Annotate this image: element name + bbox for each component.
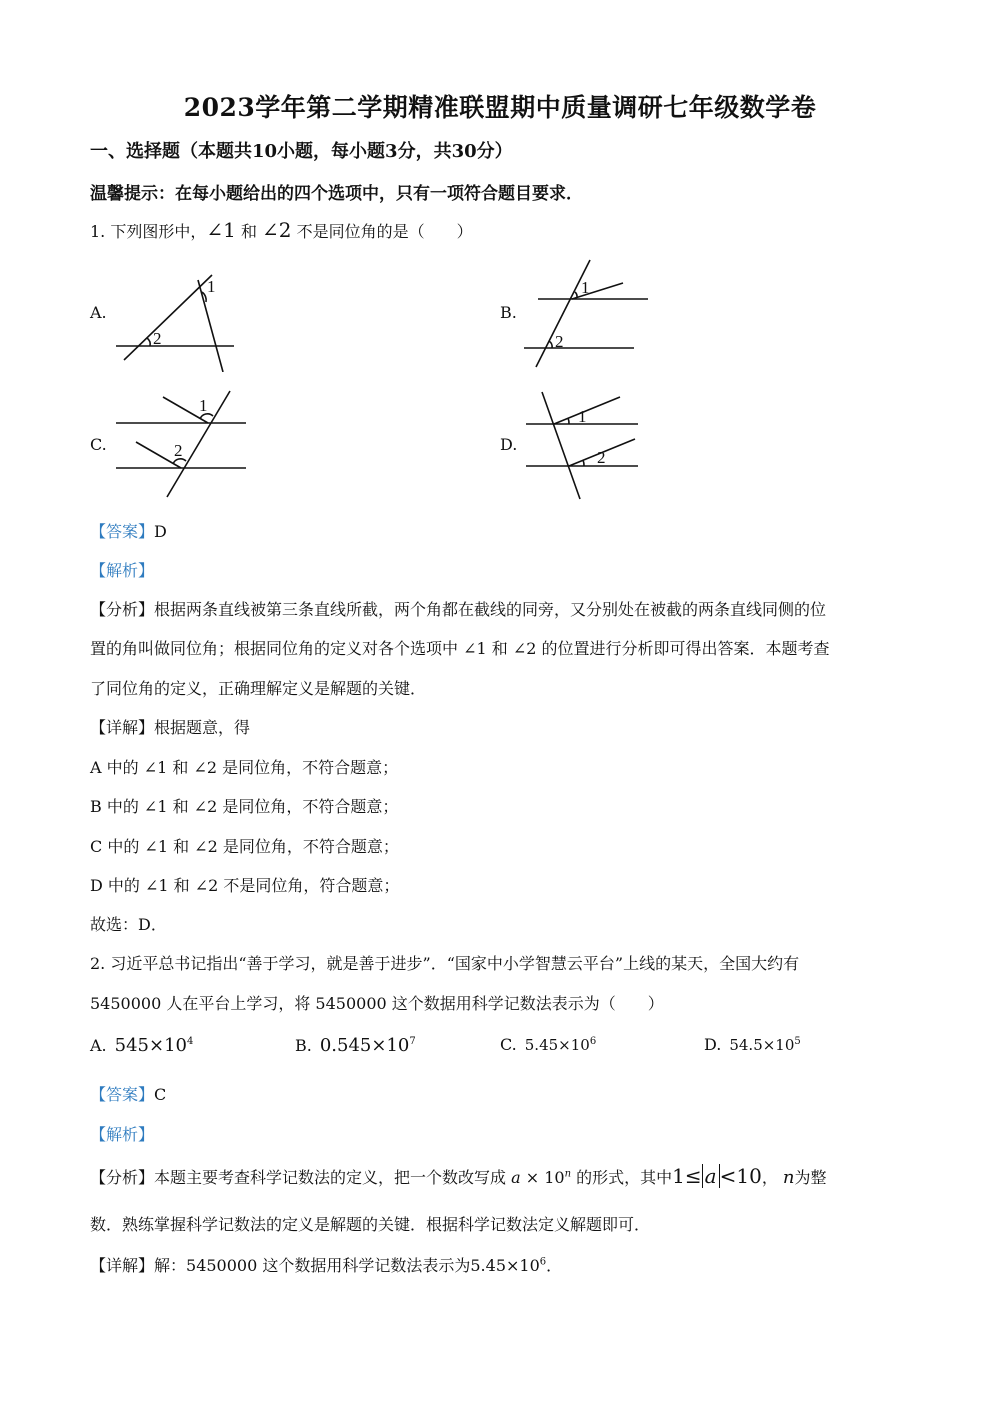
q1-fenxi-line-2: 置的角叫做同位角；根据同位角的定义对各个选项中 ∠1 和 ∠2 的位置进行分析即可得出答案．本题考查 [90,639,830,658]
q1-option-d-label[interactable]: D. [500,435,518,454]
q1-figure-b [520,255,655,370]
q2-formula-a: a [511,1168,521,1187]
q2-option-c-label: C. [500,1035,517,1054]
q2-answer-value: C [154,1085,167,1104]
section-heading: 一、选择题（本题共10小题，每小题3分，共30分） [90,141,513,162]
q1-stem-prefix: 1. 下列图形中， [90,222,207,241]
fig-a-label-2: 2 [153,329,162,348]
q1-figure-a [110,262,240,372]
q2-option-b[interactable] [295,1035,416,1056]
q2-detail-post: ． [546,1256,563,1275]
q2-option-b-value [320,1035,416,1056]
fig-c-label-2: 2 [174,441,183,460]
fig-a-arc-2 [147,338,150,346]
q2-option-a-value [115,1035,194,1056]
fig-b-arc-2 [549,341,552,348]
q2-analysis-tag: 【解析】 [90,1125,155,1144]
q2-option-c-exp: 6 [589,1036,597,1047]
q1-fenxi-line-1 [90,597,826,620]
q2-ineq-left: 1≤ [672,1164,702,1188]
fig-c-label-1: 1 [199,396,208,415]
q1-option-c-label[interactable]: C. [90,435,107,454]
q2-option-a-label: A. [90,1036,107,1055]
q1-stem-suffix: 不是同位角的是（ ） [296,222,473,241]
fig-d-transversal [542,392,580,499]
q1-fenxi-line-3: 了同位角的定义，正确理解定义是解题的关键． [90,679,427,698]
q1-detail-intro [90,715,250,738]
q1-angle2: ∠2 [262,218,292,242]
q2-option-d-value [729,1036,800,1054]
q2-detail [90,1253,562,1276]
q1-detail-line-b: B 中的 ∠1 和 ∠2 是同位角，不符合题意； [90,797,399,816]
page-title: 2023学年第二学期精准联盟期中质量调研七年级数学卷 [183,93,817,122]
q2-answer-tag: 【答案】 [90,1085,155,1104]
q1-detail-line-c: C 中的 ∠1 和 ∠2 是同位角，不符合题意； [90,837,399,856]
q1-figure-d [522,386,652,501]
q2-detail-base: 5.45×10 [470,1256,540,1275]
q2-option-a-exp: 4 [186,1036,194,1047]
q1-fenxi-text-1: 根据两条直线被第三条直线所截，两个角都在截线的同旁，又分别处在被截的两条直线同侧的位 [154,600,827,619]
q2-answer [90,1082,166,1105]
q2-detail-pre: 解：5450000 这个数据用科学记数法表示为 [154,1256,471,1275]
q1-detail-line-d: D 中的 ∠1 和 ∠2 不是同位角，符合题意； [90,876,400,895]
q2-option-d[interactable] [704,1035,801,1054]
q1-option-a-label[interactable]: A. [90,303,107,322]
q2-ineq-right: <10 [719,1164,762,1188]
q2-ineq-abs-a: a [702,1164,720,1188]
fig-b-ray [572,283,623,299]
q1-analysis-tag: 【解析】 [90,561,155,580]
q2-option-b-base: 0.545×10 [319,1035,410,1056]
q2-option-c-base: 5.45×10 [524,1036,590,1054]
q1-fenxi-tag: 【分析】 [90,600,155,619]
q2-option-a-base: 545×10 [114,1035,187,1056]
q2-option-c-value [525,1036,596,1054]
q1-angle1: ∠1 [206,218,236,242]
q2-fenxi-line-2: 数．熟练掌握科学记数法的定义是解题的关键．根据科学记数法定义解题即可． [90,1215,651,1234]
q2-option-d-label: D. [704,1035,722,1054]
fig-d-arc-2 [583,460,584,466]
q1-answer [90,519,167,542]
fig-d-ray-1 [554,397,620,424]
q2-fenxi-tag: 【分析】 [90,1168,155,1187]
tip-text: 温馨提示：在每小题给出的四个选项中，只有一项符合题目要求． [90,184,583,204]
fig-d-label-2: 2 [597,448,606,467]
q2-fenxi-pre: 本题主要考查科学记数法的定义，把一个数改写成 [154,1168,507,1187]
q1-and: 和 [240,222,257,241]
fig-d-label-1: 1 [578,407,587,426]
q1-option-b-label[interactable]: B. [500,303,517,322]
q1-stem [90,218,473,242]
q1-conclusion: 故选：D． [90,915,167,934]
q2-fenxi-post: 为整 [794,1168,827,1187]
q1-detail-intro-text: 根据题意，得 [154,718,251,737]
fig-b-arc-1 [575,292,577,297]
fig-b-label-1: 1 [581,278,590,297]
q1-figure-c [112,386,252,501]
q2-option-b-exp: 7 [409,1036,416,1047]
fig-d-arc-1 [568,418,569,424]
q2-detail-tag: 【详解】 [90,1256,155,1275]
q2-stem-line-2: 5450000 人在平台上学习，将 5450000 这个数据用科学记数法表示为（ ） [90,994,664,1013]
q2-option-c[interactable] [500,1035,596,1054]
fig-a-transversal [124,275,212,360]
fig-b-label-2: 2 [555,332,564,351]
q1-detail-tag: 【详解】 [90,718,155,737]
q2-stem-line-1: 2. 习近平总书记指出“善于学习，就是善于进步”．“国家中小学智慧云平台”上线的某天，全国大约有 [90,954,800,973]
q2-formula-mid: × 10 [520,1168,565,1187]
q2-option-a[interactable] [90,1035,193,1056]
q2-formula-n: n [564,1168,572,1180]
q2-option-d-exp: 5 [794,1036,801,1047]
q2-option-b-label: B. [295,1036,312,1055]
fig-a-label-1: 1 [207,277,216,296]
q2-fenxi-mid: 的形式，其中 [576,1168,673,1187]
q1-answer-value: D [154,522,167,541]
q1-detail-line-a: A 中的 ∠1 和 ∠2 是同位角，不符合题意； [90,758,399,777]
q2-option-d-base: 54.5×10 [729,1036,795,1054]
q2-detail-exp: 6 [539,1256,547,1268]
q2-var-n: n [782,1167,795,1188]
q1-answer-tag: 【答案】 [90,522,155,541]
q2-fenxi-line-1: 【分析】本题主要考查科学记数法的定义，把一个数改写成 $a \times 10^n$ 的形式，其中1≤ a <10， n为整 [90,1164,827,1188]
